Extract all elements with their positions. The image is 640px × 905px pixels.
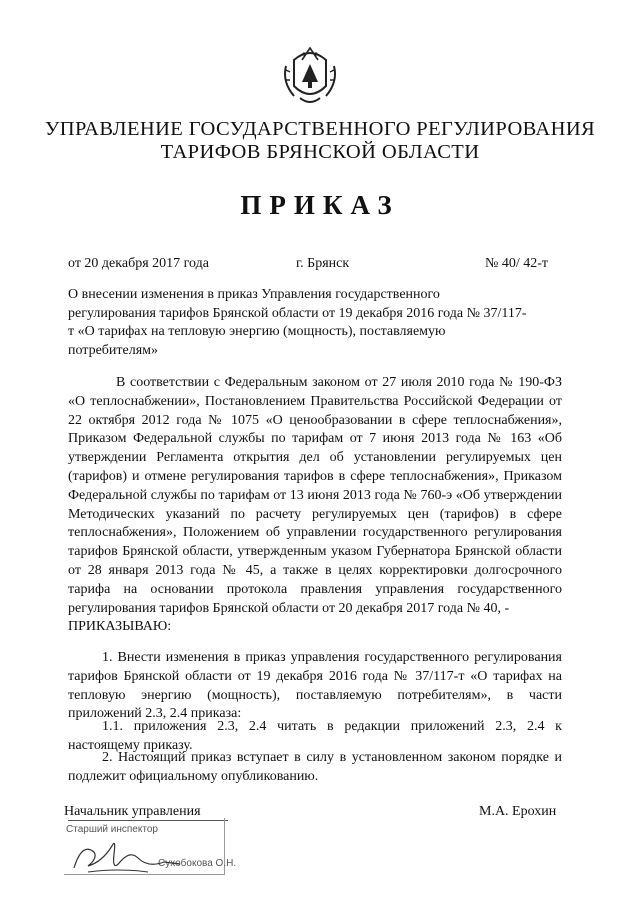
order-item-2: 2. Настоящий приказ вступает в силу в установленном законом порядке и подлежит официальному опубликованию. [68, 750, 562, 784]
stamp-person-name: Сухобокова О.Н. [158, 858, 237, 869]
org-name-line1: УПРАВЛЕНИЕ ГОСУДАРСТВЕННОГО РЕГУЛИРОВАНИЯ [44, 118, 596, 140]
document-title: ПРИКАЗ [240, 190, 400, 220]
document-number: № 40/ 42-т [485, 256, 549, 271]
signatory-position: Начальник управления [64, 804, 201, 819]
order-item-1: 1. Внести изменения в приказ управления государственного регулирования тарифов Брянской области от 19 декабря 2016 года № 37/117-т «О тарифах на тепловую энергию (мощность), поставляемую потребителям», в части приложений 2.3, 2.4 приказа: [68, 650, 562, 722]
document-date: от 20 декабря 2017 года [68, 256, 209, 271]
signatory-name: М.А. Ерохин [479, 804, 557, 819]
stamp-job-title: Старший инспектор [66, 824, 158, 835]
coat-of-arms-icon [280, 42, 340, 112]
order-item-1-1: 1.1. приложения 2.3, 2.4 читать в редакции приложений 2.3, 2.4 к настоящему приказу. [68, 719, 562, 753]
order-word: ПРИКАЗЫВАЮ: [68, 619, 172, 634]
document-city: г. Брянск [296, 256, 350, 271]
org-name-line2: ТАРИФОВ БРЯНСКОЙ ОБЛАСТИ [160, 141, 480, 163]
document-subject: О внесении изменения в приказ Управления государственного регулирования тарифов Брянской области от 19 декабря 2016 года № 37/117-т «О тарифах на тепловую энергию (мощность), поставляемую потребителям» [68, 287, 527, 358]
intro-paragraph: В соответствии с Федеральным законом от 27 июля 2010 года № 190-ФЗ «О теплоснабжении», Постановлением Правительства Российской Федерации от 22 октября 2012 года № 1075 «О ценообразовании в сфере теплоснабжения», Приказом Федеральной службы по тарифам от 7 июня 2013 года № 163 «Об утверждении Регламента открытия дел об установлении регулируемых цен (тарифов) и отмене регулирования тарифов в сфере теплоснабжения», Приказом Федеральной службы по тарифам от 13 июня 2013 года № 760-э «Об утверждении Методических указаний по расчету регулируемых цен (тарифов) в сфере теплоснабжения», Положением об управлении государственного регулирования тарифов Брянской области, утвержденным указом Губернатора Брянской области от 28 января 2013 года № 45, а также в целях корректировки долгосрочного тарифа на основании протокола правления управления государственного регулирования тарифов Брянской области от 20 декабря 2017 года № 40, - [68, 375, 562, 616]
handwritten-signature [68, 832, 228, 882]
